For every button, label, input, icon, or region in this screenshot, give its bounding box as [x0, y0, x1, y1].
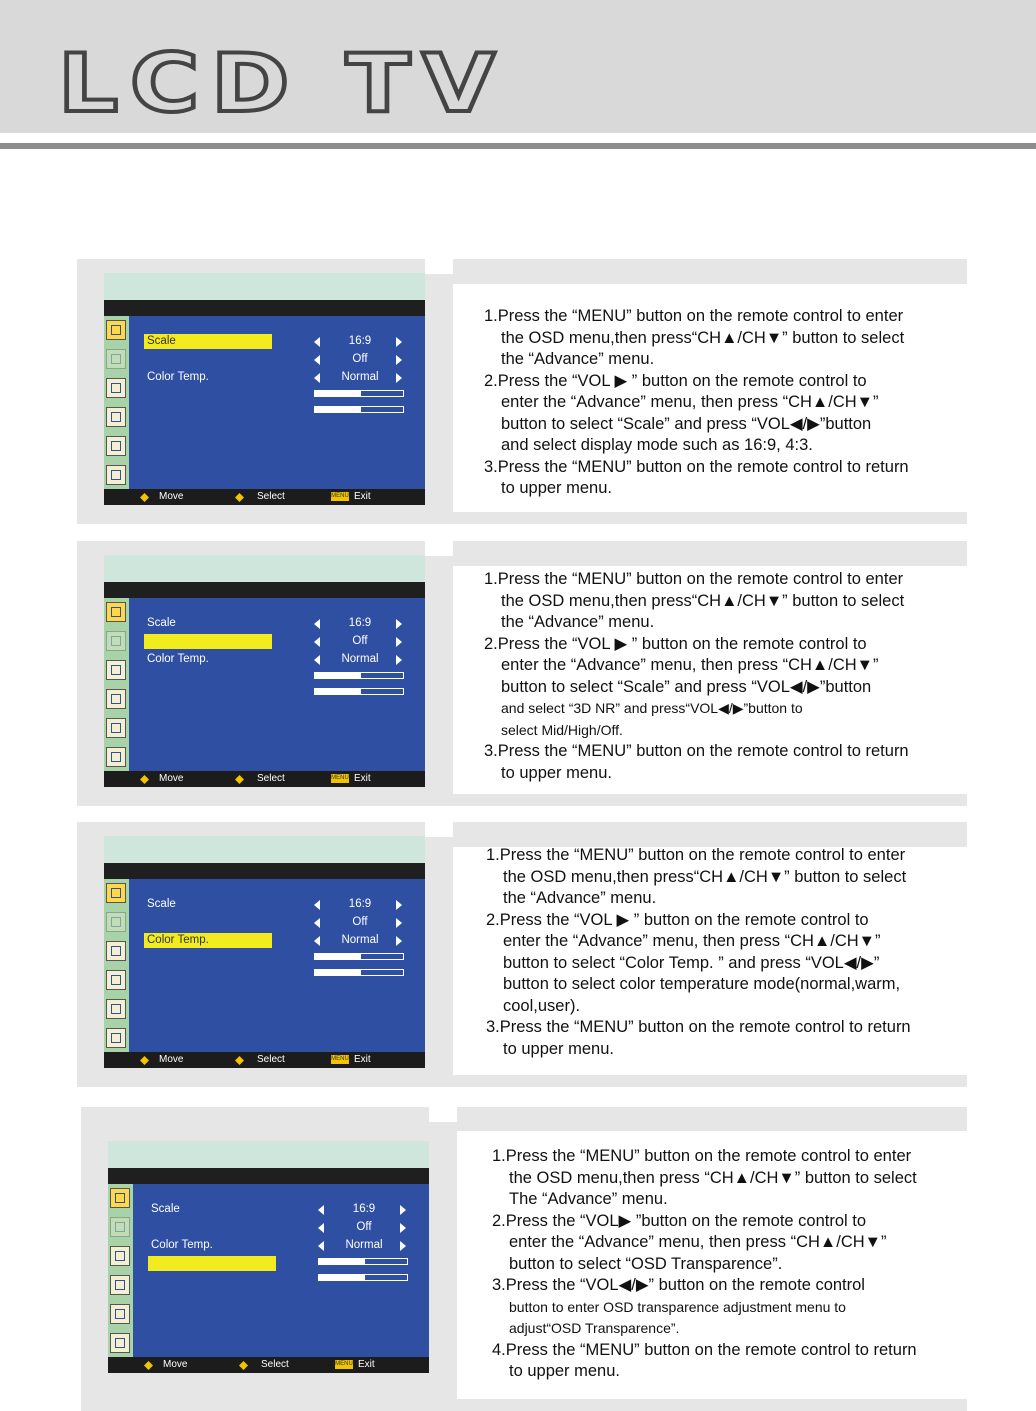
- instruction-line: 4.Press the “MENU” button on the remote control to return: [492, 1340, 917, 1359]
- color-glyph: [111, 1004, 121, 1014]
- legend-select: Select: [257, 773, 285, 784]
- instruction-line: and select display mode such as 16:9, 4:3.: [501, 436, 813, 454]
- osd-advance-menu: [108, 1141, 429, 1373]
- instruction-text: [486, 845, 911, 1060]
- function-glyph: [115, 1251, 125, 1261]
- osd-row-value: Off: [352, 353, 368, 365]
- osd-level-bar[interactable]: [314, 390, 404, 397]
- osd-row-label[interactable]: [148, 1220, 276, 1235]
- osd-header-bar: [104, 582, 425, 598]
- instruction-line: to upper menu.: [509, 1362, 620, 1380]
- instruction-line: enter the “Advance” menu, then press “CH▲/CH▼”: [501, 656, 879, 674]
- osd-row-label[interactable]: [144, 915, 272, 930]
- osd-row-value: Normal: [341, 653, 379, 665]
- osd-row-label[interactable]: [148, 1256, 276, 1271]
- left-right-diamond-icon: [235, 492, 244, 501]
- left-right-diamond-icon: [239, 1360, 248, 1369]
- instruction-line: 1.Press the “MENU” button on the remote control to enter: [492, 1147, 912, 1165]
- instruction-line: button to enter OSD transparence adjustment menu to: [509, 1298, 846, 1315]
- instruction-line: cool,user).: [503, 996, 581, 1015]
- osd-legend-bar: [104, 1052, 425, 1068]
- color-icon[interactable]: [106, 436, 126, 456]
- legend-exit: Exit: [354, 773, 371, 784]
- osd-level-fill: [315, 391, 361, 396]
- function-icon[interactable]: [106, 660, 126, 680]
- osd-row-label[interactable]: Scale: [151, 1203, 180, 1215]
- legend-move: Move: [159, 1054, 184, 1065]
- right-arrow-icon[interactable]: [400, 1205, 406, 1215]
- right-arrow-icon[interactable]: [396, 355, 402, 365]
- osd-level-fill: [315, 954, 361, 959]
- osd-advance-menu: [104, 273, 425, 505]
- color-icon[interactable]: [106, 718, 126, 738]
- osd-level-bar[interactable]: [314, 688, 404, 695]
- instruction-line: 2.Press the “VOL ▶ ” button on the remote control to: [486, 910, 869, 929]
- osd-icon-column: [108, 1184, 133, 1357]
- instruction-line: 3.Press the “VOL◀/▶” button on the remote control: [492, 1276, 865, 1294]
- tv-glyph: [111, 412, 121, 422]
- up-down-diamond-icon: [140, 1055, 149, 1064]
- function-icon[interactable]: [106, 378, 126, 398]
- instruction-line: button to select “Scale” and press “VOL◀/▶”button: [501, 677, 872, 696]
- instruction-line: the OSD menu,then press“CH▲/CH▼” button to select: [501, 591, 905, 610]
- legend-select: Select: [257, 1054, 285, 1065]
- instruction-line: to upper menu.: [501, 763, 612, 782]
- color-glyph: [115, 1309, 125, 1319]
- right-arrow-icon[interactable]: [396, 655, 402, 665]
- osd-legend-bar: [104, 771, 425, 787]
- color-glyph: [111, 441, 121, 451]
- osd-level-fill: [319, 1275, 365, 1280]
- osd-level-bar[interactable]: [318, 1258, 408, 1265]
- color-glyph: [111, 723, 121, 733]
- osd-level-bar[interactable]: [314, 953, 404, 960]
- screen-icon[interactable]: [110, 1333, 130, 1353]
- instruction-line: 2.Press the “VOL▶ ”button on the remote control to: [492, 1211, 867, 1230]
- panel-top-gap: [425, 259, 453, 274]
- instruction-text: [484, 569, 909, 784]
- instruction-line: and select “3D NR” and press“VOL◀/▶”button to: [501, 700, 803, 716]
- osd-header-bar: [104, 300, 425, 316]
- osd-title-bar: [104, 836, 425, 863]
- osd-legend-bar: [108, 1357, 429, 1373]
- instruction-line: button to select “OSD Transparence”.: [509, 1254, 783, 1273]
- up-down-diamond-icon: [140, 492, 149, 501]
- function-glyph: [111, 946, 121, 956]
- legend-move: Move: [163, 1359, 188, 1370]
- legend-exit: Exit: [354, 491, 371, 502]
- picture-icon[interactable]: [106, 320, 126, 340]
- osd-row-label[interactable]: Color Temp.: [147, 371, 209, 383]
- instruction-line: 2.Press the “VOL ▶ ” button on the remote control to: [484, 371, 867, 390]
- tv-glyph: [111, 975, 121, 985]
- instruction-line: adjust“OSD Transparence”.: [509, 1320, 680, 1336]
- screen-glyph: [111, 1033, 121, 1043]
- tv-icon[interactable]: [106, 689, 126, 709]
- panel-top-gap: [425, 822, 453, 837]
- osd-level-fill: [315, 689, 361, 694]
- osd-title-bar: [104, 555, 425, 582]
- osd-advance-menu: [104, 555, 425, 787]
- sound-glyph: [111, 636, 121, 646]
- instruction-line: select Mid/High/Off.: [501, 721, 623, 738]
- tv-icon[interactable]: [106, 970, 126, 990]
- instruction-line: 1.Press the “MENU” button on the remote control to enter: [484, 307, 904, 325]
- sound-glyph: [115, 1222, 125, 1232]
- legend-select: Select: [261, 1359, 289, 1370]
- sound-icon[interactable]: [110, 1217, 130, 1237]
- tv-icon[interactable]: [110, 1275, 130, 1295]
- instruction-line: button to select “Scale” and press “VOL◀/▶”button: [501, 414, 872, 433]
- legend-move: Move: [159, 491, 184, 502]
- osd-row-value: Normal: [345, 1239, 383, 1251]
- osd-title-bar: [104, 273, 425, 300]
- right-arrow-icon[interactable]: [396, 637, 402, 647]
- tv-glyph: [111, 694, 121, 704]
- sound-icon[interactable]: [106, 349, 126, 369]
- osd-level-bar[interactable]: [314, 672, 404, 679]
- instruction-line: 3.Press the “MENU” button on the remote control to return: [486, 1018, 911, 1036]
- picture-glyph: [111, 888, 121, 898]
- picture-icon[interactable]: [106, 602, 126, 622]
- menu-chip-icon: MENU: [331, 493, 349, 499]
- picture-icon[interactable]: [110, 1188, 130, 1208]
- instruction-line: button to select color temperature mode(normal,warm,: [503, 975, 901, 993]
- picture-glyph: [111, 325, 121, 335]
- osd-row-label[interactable]: [144, 352, 272, 367]
- osd-row-value: Normal: [341, 371, 379, 383]
- function-icon[interactable]: [110, 1246, 130, 1266]
- osd-icon-column: [104, 316, 129, 489]
- instruction-line: The “Advance” menu.: [509, 1190, 668, 1208]
- instruction-line: the OSD menu,then press“CH▲/CH▼” button to select: [503, 867, 907, 886]
- osd-level-fill: [319, 1259, 365, 1264]
- instruction-text: [484, 306, 909, 500]
- osd-header-bar: [108, 1168, 429, 1184]
- osd-row-label[interactable]: Scale: [147, 617, 176, 629]
- instruction-line: enter the “Advance” menu, then press “CH▲/CH▼”: [503, 932, 881, 950]
- screen-icon[interactable]: [106, 747, 126, 767]
- instruction-line: enter the “Advance” menu, then press “CH▲/CH▼”: [509, 1233, 887, 1251]
- legend-select: Select: [257, 491, 285, 502]
- sound-icon[interactable]: [106, 631, 126, 651]
- osd-icon-column: [104, 598, 129, 771]
- osd-row-value: Off: [356, 1221, 372, 1233]
- color-icon[interactable]: [110, 1304, 130, 1324]
- osd-advance-menu: [104, 836, 425, 1068]
- sound-glyph: [111, 354, 121, 364]
- panel-top-gap: [425, 541, 453, 556]
- picture-icon[interactable]: [106, 883, 126, 903]
- right-arrow-icon[interactable]: [400, 1223, 406, 1233]
- up-down-diamond-icon: [144, 1360, 153, 1369]
- legend-exit: Exit: [354, 1054, 371, 1065]
- osd-level-bar[interactable]: [318, 1274, 408, 1281]
- osd-row-value: Normal: [341, 934, 379, 946]
- instruction-line: enter the “Advance” menu, then press “CH▲/CH▼”: [501, 393, 879, 411]
- osd-row-label[interactable]: Color Temp.: [147, 653, 209, 665]
- osd-title-bar: [108, 1141, 429, 1168]
- instruction-line: the OSD menu,then press “CH▲/CH▼” button to select: [509, 1168, 917, 1187]
- menu-chip-icon: MENU: [331, 1056, 349, 1062]
- color-icon[interactable]: [106, 999, 126, 1019]
- panel-top-gap: [429, 1107, 457, 1122]
- lcd-tv-logo: LCD TV: [58, 37, 507, 130]
- screen-glyph: [111, 752, 121, 762]
- instruction-line: 2.Press the “VOL ▶ ” button on the remote control to: [484, 634, 867, 653]
- screen-glyph: [111, 470, 121, 480]
- osd-row-label[interactable]: [144, 634, 272, 649]
- function-icon[interactable]: [106, 941, 126, 961]
- instruction-line: the “Advance” menu.: [501, 350, 655, 368]
- tv-glyph: [115, 1280, 125, 1290]
- left-right-diamond-icon: [235, 1055, 244, 1064]
- osd-row-label[interactable]: Scale: [147, 898, 176, 910]
- right-arrow-icon[interactable]: [396, 900, 402, 910]
- instruction-line: 1.Press the “MENU” button on the remote control to enter: [484, 570, 904, 588]
- osd-legend-bar: [104, 489, 425, 505]
- picture-glyph: [115, 1193, 125, 1203]
- osd-row-label[interactable]: Color Temp.: [151, 1239, 213, 1251]
- osd-level-fill: [315, 407, 361, 412]
- menu-chip-icon: MENU: [335, 1361, 353, 1367]
- right-arrow-icon[interactable]: [396, 373, 402, 383]
- screen-icon[interactable]: [106, 465, 126, 485]
- legend-exit: Exit: [358, 1359, 375, 1370]
- osd-level-fill: [315, 970, 361, 975]
- osd-row-value: 16:9: [352, 1203, 376, 1215]
- legend-move: Move: [159, 773, 184, 784]
- osd-row-label[interactable]: Scale: [144, 334, 272, 349]
- instruction-line: the “Advance” menu.: [501, 613, 655, 631]
- instruction-line: 1.Press the “MENU” button on the remote control to enter: [486, 846, 906, 864]
- right-arrow-icon[interactable]: [400, 1241, 406, 1251]
- osd-level-bar[interactable]: [314, 406, 404, 413]
- osd-level-fill: [315, 673, 361, 678]
- sound-glyph: [111, 917, 121, 927]
- instruction-line: 3.Press the “MENU” button on the remote control to return: [484, 742, 909, 760]
- osd-row-value: Off: [352, 916, 368, 928]
- instruction-line: 3.Press the “MENU” button on the remote control to return: [484, 457, 909, 476]
- osd-row-value: 16:9: [348, 898, 372, 910]
- up-down-diamond-icon: [140, 774, 149, 783]
- osd-row-value: 16:9: [348, 617, 372, 629]
- tv-icon[interactable]: [106, 407, 126, 427]
- osd-icon-column: [104, 879, 129, 1052]
- right-arrow-icon[interactable]: [396, 619, 402, 629]
- instruction-line: the OSD menu,then press“CH▲/CH▼” button to select: [501, 328, 905, 347]
- osd-row-value: Off: [352, 635, 368, 647]
- right-arrow-icon[interactable]: [396, 936, 402, 946]
- header-divider: [0, 143, 1036, 149]
- instruction-line: to upper menu.: [503, 1039, 614, 1058]
- left-right-diamond-icon: [235, 774, 244, 783]
- function-glyph: [111, 665, 121, 675]
- instruction-line: button to select “Color Temp. ” and press “VOL◀/▶”: [503, 953, 880, 972]
- right-arrow-icon[interactable]: [396, 918, 402, 928]
- osd-header-bar: [104, 863, 425, 879]
- function-glyph: [111, 383, 121, 393]
- instruction-text: [492, 1146, 917, 1383]
- sound-icon[interactable]: [106, 912, 126, 932]
- osd-row-label[interactable]: Color Temp.: [144, 933, 272, 948]
- osd-level-bar[interactable]: [314, 969, 404, 976]
- instruction-line: the “Advance” menu.: [503, 889, 657, 907]
- screen-glyph: [115, 1338, 125, 1348]
- screen-icon[interactable]: [106, 1028, 126, 1048]
- right-arrow-icon[interactable]: [396, 337, 402, 347]
- picture-glyph: [111, 607, 121, 617]
- menu-chip-icon: MENU: [331, 775, 349, 781]
- osd-row-value: 16:9: [348, 335, 372, 347]
- instruction-line: to upper menu.: [501, 479, 612, 497]
